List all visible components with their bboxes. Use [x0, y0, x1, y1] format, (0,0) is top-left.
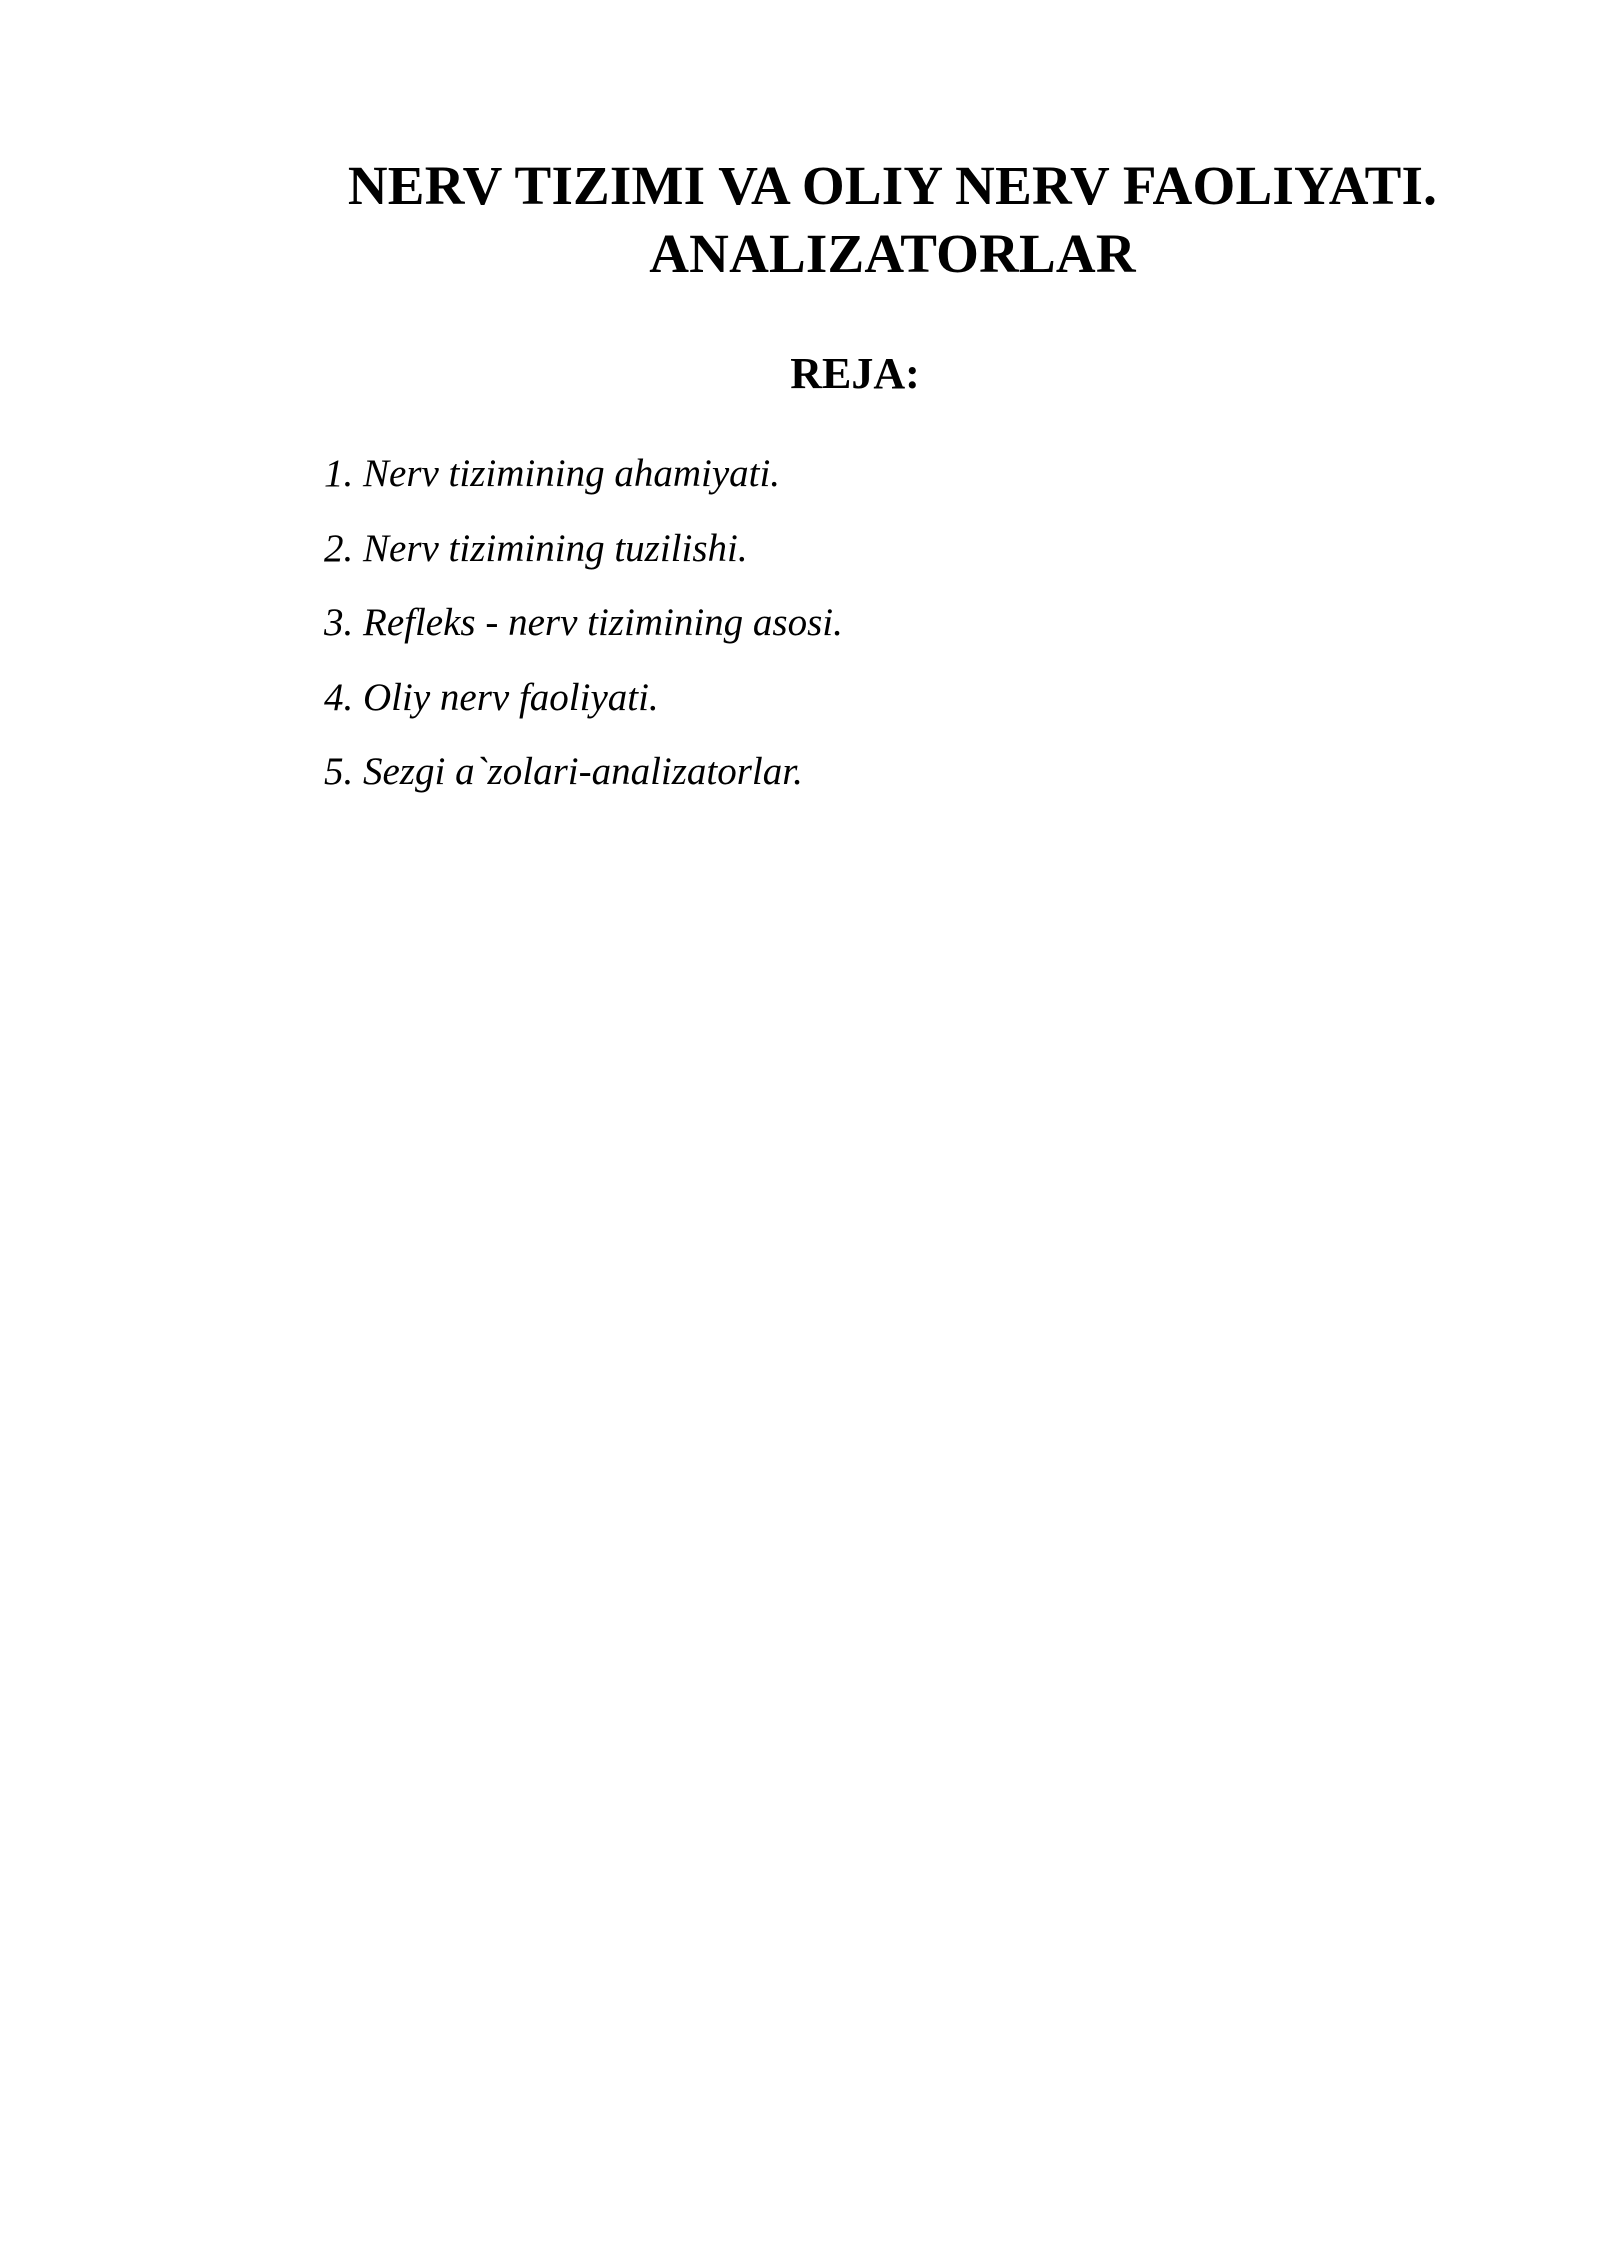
plan-item: 4. Oliy nerv faoliyati. [324, 675, 659, 719]
plan-item: 5. Sezgi a`zolari-analizatorlar. [324, 750, 803, 793]
plan-list [324, 452, 843, 825]
plan-item: 3. Refleks - nerv tizimining asosi. [324, 601, 843, 644]
plan-item: 2. Nerv tizimining tuzilishi. [324, 526, 748, 570]
document-title [270, 152, 1515, 288]
plan-item: 1. Nerv tizimining ahamiyati. [324, 452, 781, 495]
title-line-2: ANALIZATORLAR [649, 223, 1136, 284]
title-line-1: NERV TIZIMI VA OLIY NERV FAOLIYATI. [347, 155, 1438, 216]
plan-heading: REJA: [790, 349, 920, 398]
